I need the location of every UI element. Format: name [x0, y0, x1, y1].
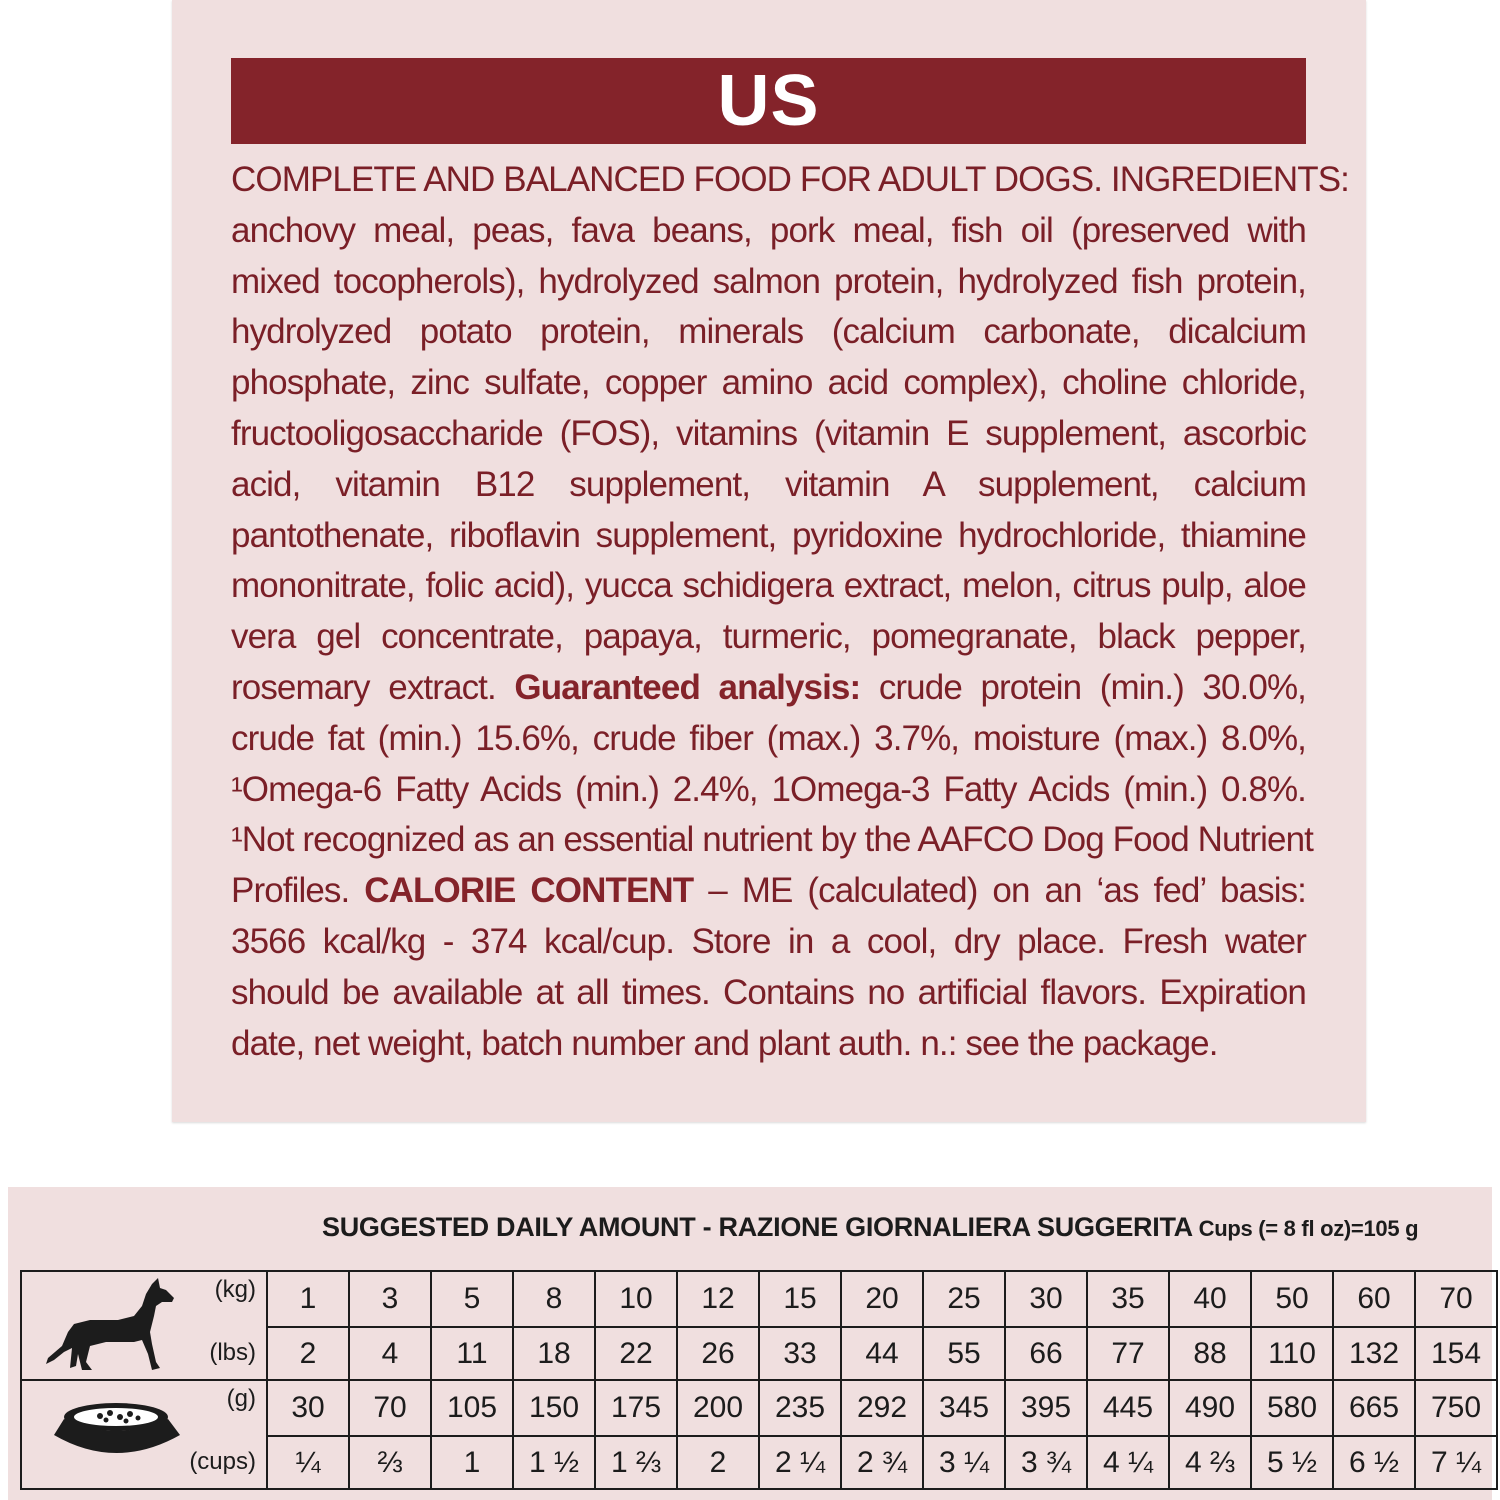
feeding-value: 35	[1087, 1271, 1169, 1327]
paragraph-text: vera gel concentrate, papaya, turmeric, pomegranate, black pepper,	[231, 617, 1306, 657]
feeding-value: ⅔	[349, 1436, 431, 1489]
feeding-row	[21, 1380, 1497, 1436]
feeding-value: 8	[513, 1271, 595, 1327]
feeding-value: 3 ¾	[1005, 1436, 1087, 1489]
feeding-title-sub: Cups (= 8 fl oz)=105 g	[1192, 1216, 1419, 1241]
paragraph-line	[231, 765, 1306, 816]
feeding-value: 15	[759, 1271, 841, 1327]
feeding-value: 175	[595, 1380, 677, 1436]
feeding-value: 44	[841, 1327, 923, 1380]
unit-label: (g)	[182, 1380, 267, 1436]
dog-silhouette-icon	[34, 1276, 184, 1376]
feeding-value: 4	[349, 1327, 431, 1380]
feeding-value: 88	[1169, 1327, 1251, 1380]
feeding-value: 1	[267, 1271, 349, 1327]
feeding-value: 395	[1005, 1380, 1087, 1436]
feeding-value: 55	[923, 1327, 1005, 1380]
paragraph-text: Profiles.	[231, 871, 365, 911]
feeding-value: 580	[1251, 1380, 1333, 1436]
feeding-value: 50	[1251, 1271, 1333, 1327]
feeding-value: 30	[267, 1380, 349, 1436]
feeding-value: 11	[431, 1327, 513, 1380]
paragraph-text: ¹Omega-6 Fatty Acids (min.) 2.4%, 1Omega-3 Fatty Acids (min.) 0.8%.	[231, 769, 1306, 809]
paragraph-line	[231, 460, 1306, 511]
paragraph-line	[231, 561, 1306, 612]
paragraph-text: ¹Not recognized as an essential nutrient by the AAFCO Dog Food Nutrient	[231, 820, 1313, 860]
feeding-value: 2	[267, 1327, 349, 1380]
feeding-value: 2 ¼	[759, 1436, 841, 1489]
feeding-table	[20, 1270, 1498, 1490]
feeding-value: 70	[349, 1380, 431, 1436]
paragraph-bold-text: Guaranteed analysis:	[514, 667, 861, 707]
paragraph-text: pantothenate, riboflavin supplement, pyridoxine hydrochloride, thiamine	[231, 515, 1306, 555]
feeding-value: 25	[923, 1271, 1005, 1327]
bowl-icon-cell	[21, 1380, 182, 1489]
feeding-value: 66	[1005, 1327, 1087, 1380]
unit-label: (cups)	[182, 1436, 267, 1489]
feeding-value: 2 ¾	[841, 1436, 923, 1489]
feeding-value: 3	[349, 1271, 431, 1327]
ingredients-paragraph	[231, 155, 1350, 1069]
feeding-value: 26	[677, 1327, 759, 1380]
paragraph-line	[231, 917, 1306, 968]
feeding-value: 40	[1169, 1271, 1251, 1327]
region-title: US	[717, 61, 820, 141]
dog-icon-cell	[21, 1271, 182, 1380]
feeding-value: 235	[759, 1380, 841, 1436]
paragraph-line	[231, 155, 1350, 206]
feeding-value: 4 ⅔	[1169, 1436, 1251, 1489]
feeding-value: 22	[595, 1327, 677, 1380]
feeding-value: 665	[1333, 1380, 1415, 1436]
feeding-value: 345	[923, 1380, 1005, 1436]
feeding-value: 750	[1415, 1380, 1497, 1436]
feeding-value: 1 ½	[513, 1436, 595, 1489]
paragraph-text: hydrolyzed potato protein, minerals (calcium carbonate, dicalcium	[231, 312, 1306, 352]
feeding-row	[21, 1271, 1497, 1327]
feeding-row	[21, 1327, 1497, 1380]
unit-label: (kg)	[182, 1271, 267, 1327]
feeding-value: 5	[431, 1271, 513, 1327]
feeding-value: 18	[513, 1327, 595, 1380]
feeding-value: 12	[677, 1271, 759, 1327]
feeding-title	[322, 1212, 1472, 1243]
paragraph-text: mixed tocopherols), hydrolyzed salmon protein, hydrolyzed fish protein,	[231, 261, 1306, 301]
feeding-title-main: SUGGESTED DAILY AMOUNT - RAZIONE GIORNALIERA SUGGERITA	[322, 1212, 1193, 1242]
feeding-value: 7 ¼	[1415, 1436, 1497, 1489]
feeding-value: 77	[1087, 1327, 1169, 1380]
region-header	[231, 58, 1306, 144]
feeding-value: 6 ½	[1333, 1436, 1415, 1489]
paragraph-text: mononitrate, folic acid), yucca schidigera extract, melon, citrus pulp, aloe	[231, 566, 1306, 606]
feeding-value: 60	[1333, 1271, 1415, 1327]
paragraph-line	[231, 206, 1306, 257]
paragraph-text: rosemary extract.	[231, 667, 515, 707]
feeding-value: 10	[595, 1271, 677, 1327]
paragraph-line	[231, 663, 1306, 714]
paragraph-text: fructooligosaccharide (FOS), vitamins (vitamin E supplement, ascorbic	[231, 413, 1306, 453]
feeding-value: 33	[759, 1327, 841, 1380]
paragraph-text: COMPLETE AND BALANCED FOOD FOR ADULT DOGS. INGREDIENTS:	[231, 160, 1350, 199]
feeding-value: 20	[841, 1271, 923, 1327]
paragraph-line	[231, 511, 1306, 562]
feeding-value: 490	[1169, 1380, 1251, 1436]
feeding-value: 445	[1087, 1380, 1169, 1436]
feeding-value: 4 ¼	[1087, 1436, 1169, 1489]
feeding-value: 3 ¼	[923, 1436, 1005, 1489]
paragraph-text: should be available at all times. Contains no artificial flavors. Expiration	[231, 972, 1306, 1012]
feeding-value: 1 ⅔	[595, 1436, 677, 1489]
paragraph-bold-text: CALORIE CONTENT	[364, 871, 694, 911]
paragraph-line	[231, 257, 1306, 308]
paragraph-text: 3566 kcal/kg - 374 kcal/cup. Store in a cool, dry place. Fresh water	[231, 921, 1306, 961]
feeding-row	[21, 1436, 1497, 1489]
food-bowl-icon	[34, 1395, 184, 1475]
feeding-value: 200	[677, 1380, 759, 1436]
paragraph-line	[231, 714, 1306, 765]
feeding-value: 105	[431, 1380, 513, 1436]
feeding-value: 70	[1415, 1271, 1497, 1327]
paragraph-text: – ME (calculated) on an ‘as fed’ basis:	[693, 871, 1307, 911]
paragraph-line	[231, 1019, 1306, 1070]
paragraph-line	[231, 409, 1306, 460]
paragraph-text: phosphate, zinc sulfate, copper amino acid complex), choline chloride,	[231, 363, 1306, 403]
feeding-value: 292	[841, 1380, 923, 1436]
feeding-value: 30	[1005, 1271, 1087, 1327]
paragraph-line	[231, 815, 1313, 866]
paragraph-line	[231, 307, 1306, 358]
paragraph-line	[231, 968, 1306, 1019]
paragraph-line	[231, 612, 1306, 663]
feeding-value: 132	[1333, 1327, 1415, 1380]
feeding-value: 5 ½	[1251, 1436, 1333, 1489]
feeding-value: 2	[677, 1436, 759, 1489]
paragraph-text: crude protein (min.) 30.0%,	[860, 667, 1306, 707]
paragraph-text: crude fat (min.) 15.6%, crude fiber (max.) 3.7%, moisture (max.) 8.0%,	[231, 718, 1306, 758]
feeding-value: 110	[1251, 1327, 1333, 1380]
unit-label: (lbs)	[182, 1327, 267, 1380]
feeding-value: ¼	[267, 1436, 349, 1489]
feeding-value: 150	[513, 1380, 595, 1436]
paragraph-line	[231, 358, 1306, 409]
paragraph-text: date, net weight, batch number and plant auth. n.: see the package.	[231, 1023, 1218, 1063]
paragraph-line	[231, 866, 1306, 917]
feeding-value: 154	[1415, 1327, 1497, 1380]
paragraph-text: anchovy meal, peas, fava beans, pork meal, fish oil (preserved with	[231, 210, 1306, 250]
paragraph-text: acid, vitamin B12 supplement, vitamin A supplement, calcium	[231, 464, 1306, 504]
feeding-value: 1	[431, 1436, 513, 1489]
